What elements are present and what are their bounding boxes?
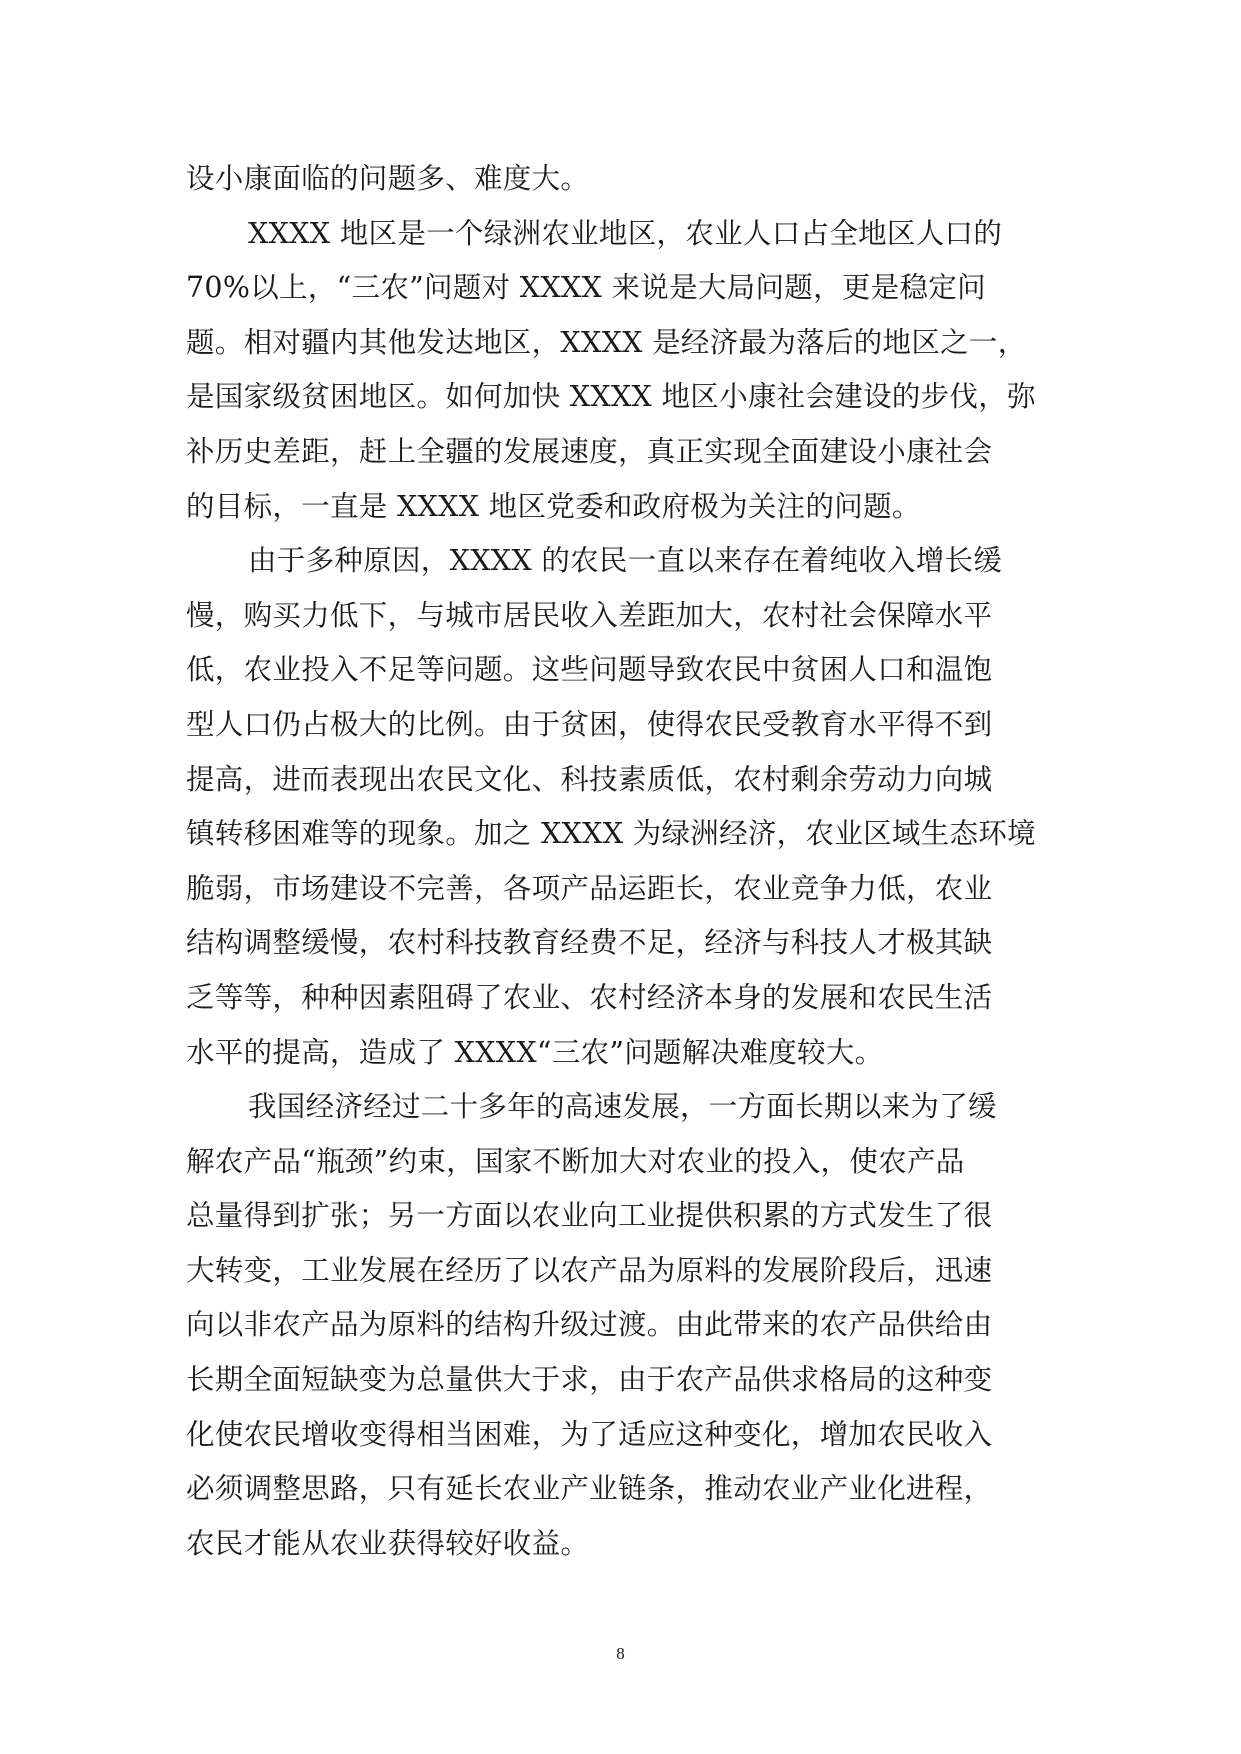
body-text: [186, 152, 1056, 1571]
text-line: 慢，购买力低下，与城市居民收入差距加大，农村社会保障水平: [186, 598, 993, 632]
text-line: 由于多种原因，XXXX 的农民一直以来存在着纯收入增长缓: [248, 544, 1003, 578]
text-line: 我国经济经过二十多年的高速发展，一方面长期以来为了缓: [248, 1090, 997, 1124]
text-line: 是国家级贫困地区。如何加快 XXXX 地区小康社会建设的步伐，弥: [186, 380, 1036, 414]
text-line: 结构调整缓慢，农村科技教育经费不足，经济与科技人才极其缺: [186, 926, 993, 960]
text-line: 补历史差距，赶上全疆的发展速度，真正实现全面建设小康社会: [186, 434, 993, 468]
text-line: 解农产品“瓶颈”约束，国家不断加大对农业的投入，使农产品: [186, 1144, 965, 1178]
paragraph: [186, 152, 1056, 207]
text-line: 长期全面短缺变为总量供大于求，由于农产品供求格局的这种变: [186, 1363, 993, 1397]
text-line: 脆弱，市场建设不完善，各项产品运距长，农业竞争力低，农业: [186, 871, 993, 905]
text-line: 总量得到扩张；另一方面以农业向工业提供积累的方式发生了很: [186, 1199, 993, 1233]
text-line: 的目标，一直是 XXXX 地区党委和政府极为关注的问题。: [186, 489, 921, 523]
text-line: 向以非农产品为原料的结构升级过渡。由此带来的农产品供给由: [186, 1308, 993, 1342]
text-line: 大转变，工业发展在经历了以农产品为原料的发展阶段后，迅速: [186, 1253, 993, 1287]
text-line: 水平的提高，造成了 XXXX“三农”问题解决难度较大。: [186, 1035, 884, 1069]
text-line: 化使农民增收变得相当困难，为了适应这种变化，增加农民收入: [186, 1417, 993, 1451]
text-line: XXXX 地区是一个绿洲农业地区，农业人口占全地区人口的: [248, 216, 1003, 250]
text-line: 低，农业投入不足等问题。这些问题导致农民中贫困人口和温饱: [186, 653, 993, 687]
paragraph: [186, 207, 1056, 535]
text-line: 农民才能从农业获得较好收益。: [186, 1526, 590, 1560]
text-line: 型人口仍占极大的比例。由于贫困，使得农民受教育水平得不到: [186, 707, 993, 741]
text-line: 设小康面临的问题多、难度大。: [186, 162, 590, 195]
paragraph: [186, 534, 1056, 1080]
paragraph: [186, 1080, 1056, 1571]
text-line: 70%以上，“三农”问题对 XXXX 来说是大局问题，更是稳定问: [186, 271, 986, 305]
text-line: 必须调整思路，只有延长农业产业链条，推动农业产业化进程，: [186, 1472, 993, 1506]
text-line: 题。相对疆内其他发达地区，XXXX 是经济最为落后的地区之一，: [186, 325, 1027, 359]
text-line: 镇转移困难等的现象。加之 XXXX 为绿洲经济，农业区域生态环境: [186, 817, 1036, 851]
page-number: 8: [616, 1644, 625, 1663]
text-line: 提高，进而表现出农民文化、科技素质低，农村剩余劳动力向城: [186, 762, 993, 796]
text-line: 乏等等，种种因素阻碍了农业、农村经济本身的发展和农民生活: [186, 980, 993, 1014]
